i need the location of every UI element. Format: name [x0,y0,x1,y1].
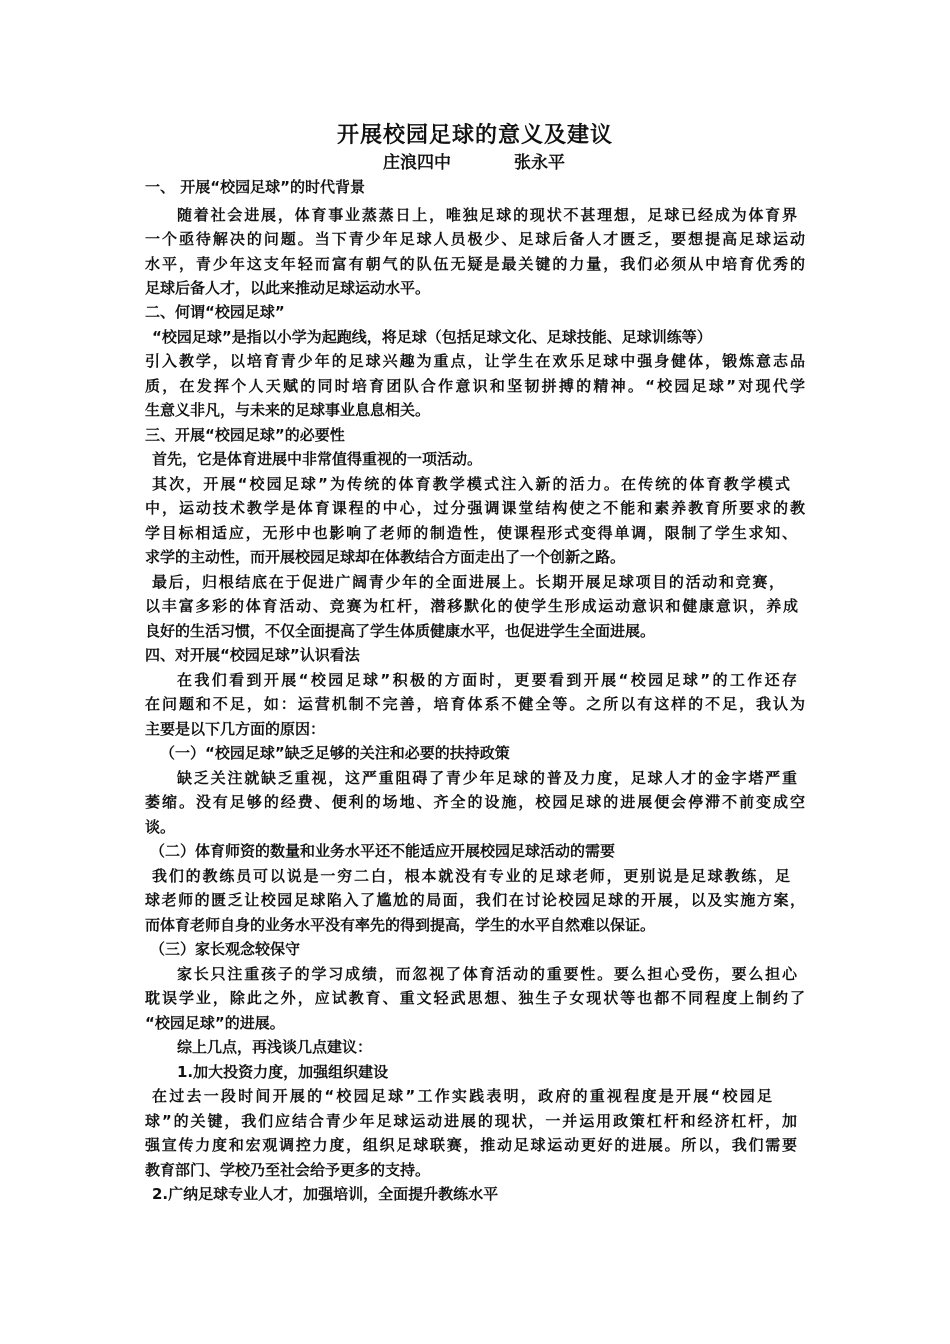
paragraph-line: 强宣传力度和宏观调控力度，组织足球联赛，推动足球运动更好的进展。所以，我们需要 [145,1136,797,1154]
paragraph-line: 引入教学，以培育青少年的足球兴趣为重点，让学生在欢乐足球中强身健体，锻炼意志品 [145,352,805,370]
paragraph-line: 首先，它是体育进展中非常值得重视的一项活动。 [152,450,483,468]
suggestion-1: 1.加大投资力度，加强组织建设 [177,1063,389,1081]
paragraph-line: “校园足球”的进展。 [145,1014,285,1032]
paragraph-line: 良好的生活习惯，不仅全面提高了学生体质健康水平，也促进学生全面进展。 [145,622,656,640]
paragraph-line: 球老师的匮乏让校园足球陷入了尴尬的局面，我们在讨论校园足球的开展，以及实施方案， [145,891,805,909]
byline [0,150,950,176]
paragraph-line: 谈。 [145,818,176,836]
subheading-2: （二）体育师资的数量和业务水平还不能适应开展校园足球活动的需要 [150,842,616,860]
paragraph-line: 学目标相适应，无形中也影响了老师的制造性，使课程形式变得单调，限制了学生求知、 [145,524,797,542]
heading-3: 三、开展“校园足球”的必要性 [145,426,345,444]
paragraph-line: 在问题和不足，如：运营机制不完善，培育体系不健全等。之所以有这样的不足，我认为 [145,695,805,713]
paragraph-line: 以丰富多彩的体育活动、竞赛为杠杆，潜移默化的使学生形成运动意识和健康意识，养成 [145,597,798,615]
paragraph-line: 而体育老师自身的业务水平没有率先的得到提高，学生的水平自然难以保证。 [145,916,656,934]
paragraph-line: 一个亟待解决的问题。当下青少年足球人员极少、足球后备人才匮乏，要想提高足球运动 [145,230,805,248]
paragraph-line: 求学的主动性，而开展校园足球却在体教结合方面走出了一个创新之路。 [145,548,626,566]
paragraph-line: 萎缩。没有足够的经费、便利的场地、齐全的设施，校园足球的进展便会停滞不前变成空 [145,793,805,811]
paragraph-line: 在过去一段时间开展的“校园足球”工作实践表明，政府的重视程度是开展“校园足 [152,1087,772,1105]
school-name: 庄浪四中 [383,153,451,173]
paragraph-line: “校园足球”是指以小学为起跑线，将足球（包括足球文化、足球技能、足球训练等） [152,328,712,346]
paragraph-line: 中，运动技术教学是体育课程的中心，过分强调课堂结构使之不能和素养教育所要求的教 [145,499,805,517]
paragraph-line: 家长只注重孩子的学习成绩，而忽视了体育活动的重要性。要么担心受伤，要么担心 [177,965,797,983]
paragraph-line: 教育部门、学校乃至社会给予更多的支持。 [145,1161,431,1179]
paragraph-line: 生意义非凡，与未来的足球事业息息相关。 [145,401,431,419]
paragraph-line: 缺乏关注就缺乏重视，这严重阻碍了青少年足球的普及力度，足球人才的金字塔严重 [177,769,797,787]
paragraph-line: 综上几点，再浅谈几点建议： [177,1038,373,1056]
paragraph-line: 耽误学业，除此之外，应试教育、重文轻武思想、独生子女现状等也都不同程度上制约了 [145,989,805,1007]
paragraph-line: 其次，开展“校园足球”为传统的体育教学模式注入新的活力。在传统的体育教学模式 [152,475,790,493]
heading-4: 四、对开展“校园足球”认识看法 [145,646,360,664]
author-name: 张永平 [514,153,565,173]
paragraph-line: 球”的关键，我们应结合青少年足球运动进展的现状，一并运用政策杠杆和经济杠杆，加 [145,1112,797,1130]
paragraph-line: 我们的教练员可以说是一穷二白，根本就没有专业的足球老师，更别说是足球教练，足 [152,867,790,885]
paragraph-line: 在我们看到开展“校园足球”积极的方面时，更要看到开展“校园足球”的工作还存 [177,671,797,689]
document-title: 开展校园足球的意义及建议 [336,123,613,148]
suggestion-2: 2.广纳足球专业人才，加强培训，全面提升教练水平 [152,1185,499,1203]
subheading-1: （一）“校园足球”缺乏足够的关注和必要的扶持政策 [160,744,510,762]
heading-1: 一、 开展“校园足球”的时代背景 [145,178,365,196]
paragraph-line: 足球后备人才，以此来推动足球运动水平。 [145,279,431,297]
paragraph-line: 最后，归根结底在于促进广阔青少年的全面进展上。长期开展足球项目的活动和竞赛， [152,573,784,591]
heading-2: 二、何谓“校园足球” [145,303,285,321]
paragraph-line: 质，在发挥个人天赋的同时培育团队合作意识和坚韧拼搏的精神。“校园足球”对现代学 [145,377,805,395]
subheading-3: （三）家长观念较保守 [150,940,301,958]
paragraph-line: 主要是以下几方面的原因： [145,720,326,738]
paragraph-line: 随着社会进展，体育事业蒸蒸日上，唯独足球的现状不甚理想，足球已经成为体育界 [177,206,797,224]
paragraph-line: 水平，青少年这支年轻而富有朝气的队伍无疑是最关键的力量，我们必须从中培育优秀的 [145,255,805,273]
